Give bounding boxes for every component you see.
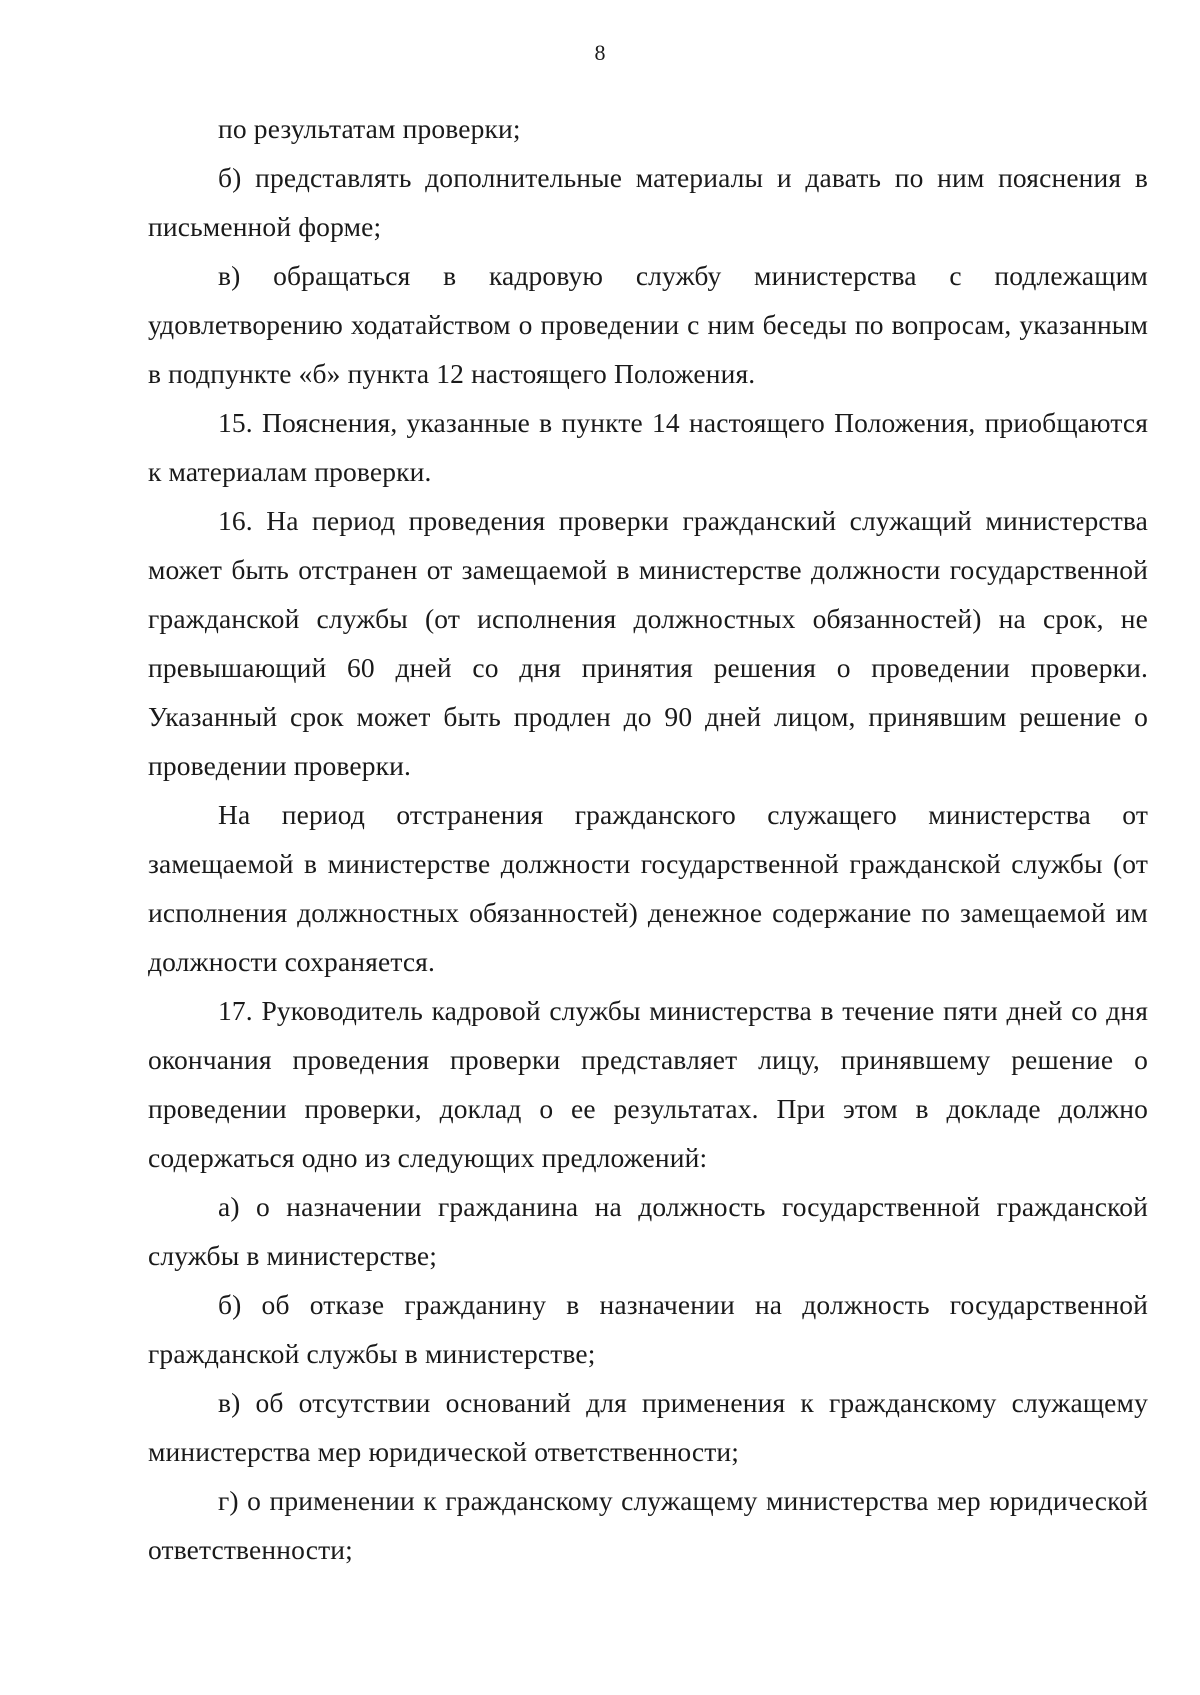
paragraph-17-item-v: в) об отсутствии оснований для применения к гражданскому служащему министерства мер юридической ответственности; xyxy=(148,1387,1148,1467)
paragraph-item-v: в) обращаться в кадровую службу министерства с подлежащим удовлетворению ходатайством о проведении с ним беседы по вопросам, указанным в подпункте «б» пункта 12 настоящего Положения. xyxy=(148,260,1148,389)
paragraph-16: 16. На период проведения проверки гражданский служащий министерства может быть отстранен от замещаемой в министерстве должности государственной гражданской службы (от исполнения должностных обязанностей) на срок, не превышающий 60 дней со дня принятия решения о проведении проверки. Указанный срок может быть продлен до 90 дней лицом, принявшим решение о проведении проверки. xyxy=(148,505,1148,781)
paragraph-16-continued: На период отстранения гражданского служащего министерства от замещаемой в министерстве должности государственной гражданской службы (от исполнения должностных обязанностей) денежное содержание по замещаемой им должности сохраняется. xyxy=(148,799,1148,977)
paragraph-17-item-b: б) об отказе гражданину в назначении на должность государственной гражданской службы в министерстве; xyxy=(148,1289,1148,1369)
paragraph-17-item-a: а) о назначении гражданина на должность государственной гражданской службы в министерстве; xyxy=(148,1191,1148,1271)
paragraph-15: 15. Пояснения, указанные в пункте 14 настоящего Положения, приобщаются к материалам проверки. xyxy=(148,407,1148,487)
document-body xyxy=(148,104,1148,1574)
paragraph-continuation: по результатам проверки; xyxy=(218,113,521,144)
page-number: 8 xyxy=(594,40,606,65)
paragraph-item-b: б) представлять дополнительные материалы и давать по ним пояснения в письменной форме; xyxy=(148,162,1148,242)
paragraph-17: 17. Руководитель кадровой службы министерства в течение пяти дней со дня окончания проведения проверки представляет лицу, принявшему решение о проведении проверки, доклад о ее результатах. При этом в докладе должно содержаться одно из следующих предложений: xyxy=(148,995,1148,1173)
paragraph-17-item-g: г) о применении к гражданскому служащему министерства мер юридической ответственности; xyxy=(148,1485,1148,1565)
